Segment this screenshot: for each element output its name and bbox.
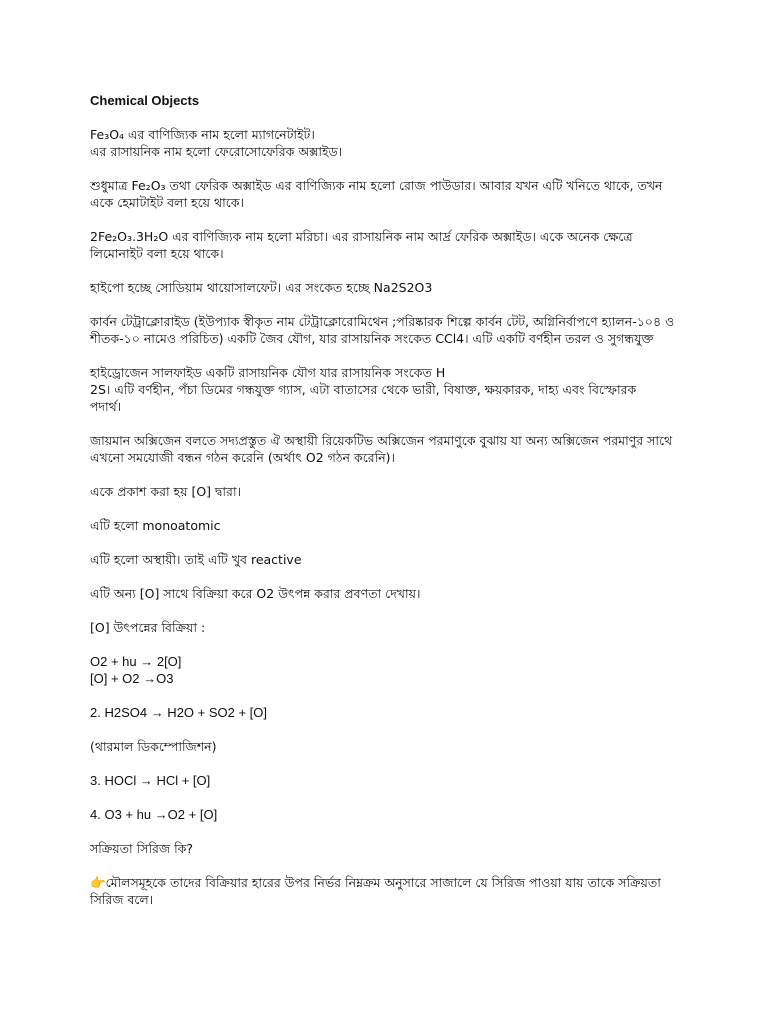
paragraph-notation [90, 483, 690, 500]
paragraph-hydrogen-sulfide [90, 364, 690, 415]
equation-4 [90, 806, 690, 823]
text-line: সক্রিয়তা সিরিজ কি? [90, 841, 194, 856]
paragraph-monoatomic [90, 517, 690, 534]
text-line: হাইড্রোজেন সালফাইড একটি রাসায়নিক যৌগ যার রাসায়নিক সংকেত H [90, 365, 446, 380]
paragraph-reactions-heading [90, 619, 690, 636]
paragraph-hypo [90, 279, 690, 296]
text-line: এটি হলো monoatomic [90, 518, 221, 533]
text-line: (থারমাল ডিকম্পোজিশন) [90, 739, 217, 754]
text-line: কার্বন টেট্রাক্লোরাইড (ইউপ্যাক স্বীকৃত নাম টেট্রাক্লোরোমিথেন ;পরিষ্কারক শিল্পে কার্বন টেট, অগ্নিনির্বাপণে হ্যালন-১০৪ ও [90, 314, 675, 329]
paragraph-reactive [90, 551, 690, 568]
paragraph-tendency [90, 585, 690, 602]
document-page [90, 92, 690, 925]
equation-line: [O] + O2 →O3 [90, 671, 174, 686]
text-line: এর রাসায়নিক নাম হলো ফেরোসোফেরিক অক্সাইড। [90, 144, 343, 159]
text-line: পদার্থ। [90, 399, 122, 414]
paragraph-rose-powder [90, 177, 690, 211]
text-line: 2Fe₂O₃.3H₂O এর বাণিজ্যিক নাম হলো মরিচা। এর রাসায়নিক নাম আর্দ্র ফেরিক অক্সাইড। একে অনেক ক্ষেত্রে [90, 229, 633, 244]
paragraph-thermal [90, 738, 690, 755]
paragraph-rust [90, 228, 690, 262]
equation-block-1 [90, 653, 690, 687]
text-line: এটি অন্য [O] সাথে বিক্রিয়া করে O2 উৎপন্ন করার প্রবণতা দেখায়। [90, 586, 421, 601]
text-line: হাইপো হচ্ছে সোডিয়াম থায়োসালফেট। এর সংকেত হচ্ছে Na2S2O3 [90, 280, 433, 295]
text-line: এখনো সমযোজী বন্ধন গঠন করেনি (অর্থাৎ O2 গঠন করেনি)। [90, 450, 396, 465]
text-line: একে হেমাটাইট বলা হয়ে থাকে। [90, 195, 244, 210]
text-line: [O] উৎপন্নের বিক্রিয়া : [90, 620, 206, 635]
paragraph-magnetite [90, 126, 690, 160]
equation-line: O2 + hu → 2[O] [90, 654, 182, 669]
text-line: জায়মান অক্সিজেন বলতে সদ্যপ্রস্তুত ঐ অস্থায়ী রিয়েকটিভ অক্সিজেন পরমাণুকে বুঝায় যা অন্য অক্সিজেন পরমাণুর সাথে [90, 433, 673, 448]
text-line: একে প্রকাশ করা হয় [O] দ্বারা। [90, 484, 242, 499]
text-line: লিমোনাইট বলা হয়ে থাকে। [90, 246, 224, 261]
equation-line: 4. O3 + hu →O2 + [O] [90, 807, 218, 822]
equation-line: 2. H2SO4 → H2O + SO2 + [O] [90, 705, 268, 720]
equation-line: 3. HOCl → HCl + [O] [90, 773, 211, 788]
text-line: সিরিজ বলে। [90, 892, 154, 907]
text-line: Fe₃O₄ এর বাণিজ্যিক নাম হলো ম্যাগনেটাইট। [90, 127, 315, 142]
paragraph-carbon-tetrachloride [90, 313, 690, 347]
document-title: Chemical Objects [90, 93, 200, 108]
paragraph-nascent-oxygen [90, 432, 690, 466]
text-line: 2S। এটি বর্ণহীন, পঁচা ডিমের গন্ধযুক্ত গ্যাস, এটা বাতাসের থেকে ভারী, বিষাক্ত, ক্ষয়কারক, দাহ্য এবং বিস্ফোরক [90, 382, 637, 397]
text-line: 👉মৌলসমূহকে তাদের বিক্রিয়ার হারের উপর নির্ভর নিম্নক্রম অনুসারে সাজালে যে সিরিজ পাওয়া যায় তাকে সক্রিয়তা [90, 875, 661, 890]
text-line: শুধুমাত্র Fe₂O₃ তথা ফেরিক অক্সাইড এর বাণিজ্যিক নাম হলো রোজ পাউডার। আবার যখন এটি খনিতে থাকে, তখন [90, 178, 663, 193]
equation-2 [90, 704, 690, 721]
paragraph-activity-question [90, 840, 690, 857]
text-line: শীতক-১০ নামেও পরিচিত) একটি জৈব যৌগ, যার রাসায়নিক সংকেত CCl4। এটি একটি বর্ণহীন তরল ও সুগন্ধযুক্ত [90, 331, 654, 346]
text-line: এটি হলো অস্থায়ী। তাই এটি খুব reactive [90, 552, 302, 567]
equation-3 [90, 772, 690, 789]
paragraph-activity-answer [90, 874, 690, 908]
